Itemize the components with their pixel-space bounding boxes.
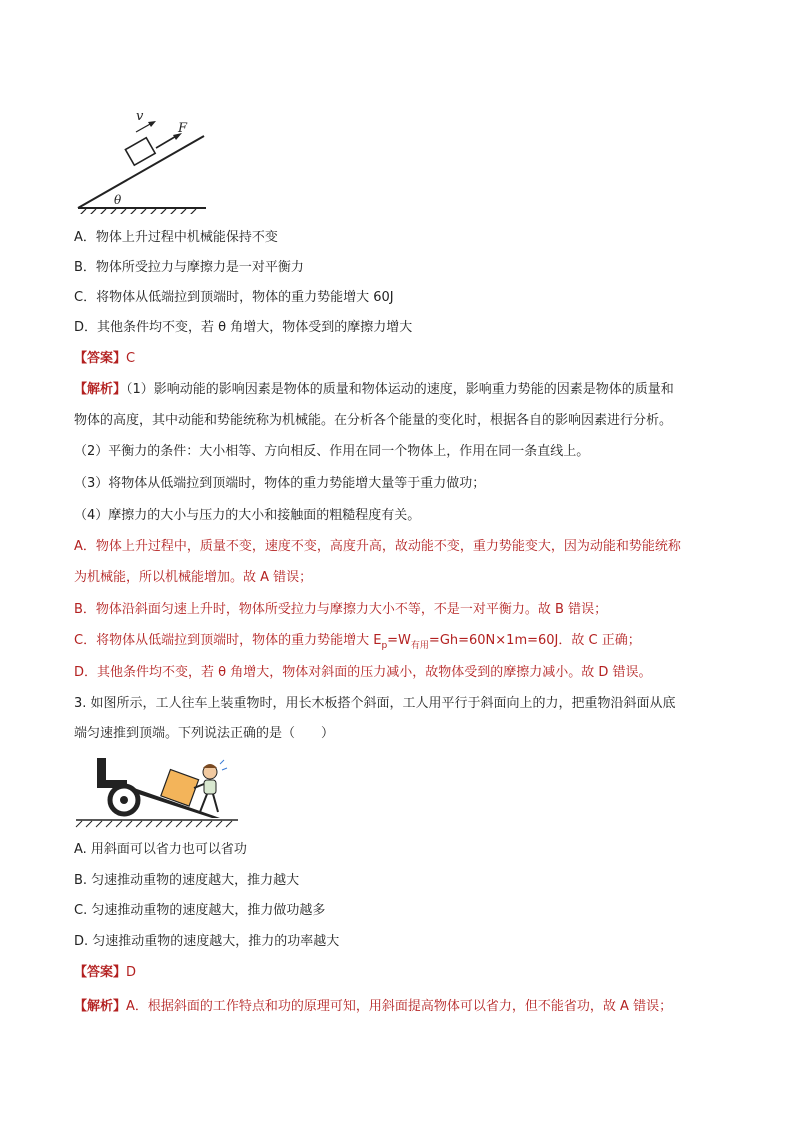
analysis-text: A．根据斜面的工作特点和功的原理可知，用斜面提高物体可以省力，但不能省功，故 A 错误；	[126, 999, 673, 1014]
theta-label: θ	[114, 193, 122, 207]
cart-ramp-figure	[72, 752, 242, 832]
q3-option-d: D. 匀速推动重物的速度越大，推力的功率越大	[74, 934, 340, 949]
analysis-text: （1）影响动能的影响因素是物体的质量和物体运动的速度，影响重力势能的因素是物体的质量和	[126, 382, 674, 397]
answer-value: C	[126, 351, 136, 366]
q3-analysis-1	[74, 997, 672, 1017]
explain-c-post: =Gh=60N×1m=60J．故 C 正确；	[428, 633, 641, 648]
q2-point-2: （2）平衡力的条件：大小相等、方向相反、作用在同一个物体上，作用在同一条直线上。	[74, 444, 590, 459]
analysis-tag: 【解析】	[74, 382, 127, 397]
q3-option-c: C. 匀速推动重物的速度越大，推力做功越多	[74, 903, 326, 918]
q2-answer	[74, 349, 135, 369]
q2-option-a: A．物体上升过程中机械能保持不变	[74, 230, 278, 245]
explain-c-sub-useful: 有用	[410, 641, 429, 651]
q2-point-3: （3）将物体从低端拉到顶端时，物体的重力势能增大量等于重力做功；	[74, 476, 486, 491]
q3-stem-1: 3. 如图所示，工人往车上装重物时，用长木板搭个斜面，工人用平行于斜面向上的力，把重物沿斜面从底	[74, 696, 676, 711]
q2-option-b: B．物体所受拉力与摩擦力是一对平衡力	[74, 260, 304, 275]
q2-explain-c	[74, 631, 641, 652]
q3-answer	[74, 963, 136, 983]
explain-c-mid: =W	[387, 633, 411, 648]
q3-option-b: B. 匀速推动重物的速度越大，推力越大	[74, 873, 300, 888]
q2-option-c: C．将物体从低端拉到顶端时，物体的重力势能增大 60J	[74, 290, 394, 305]
q2-analysis-line1	[74, 380, 674, 400]
incline-figure	[72, 104, 212, 214]
answer-value: D	[126, 965, 137, 980]
v-label: v	[136, 109, 144, 124]
q2-explain-a-1: A．物体上升过程中，质量不变，速度不变，高度升高，故动能不变，重力势能变大，因为动能和势能统称	[74, 539, 681, 554]
q2-option-d: D．其他条件均不变，若 θ 角增大，物体受到的摩擦力增大	[74, 320, 413, 335]
block	[125, 138, 155, 166]
q2-explain-d: D．其他条件均不变，若 θ 角增大，物体对斜面的压力减小，故物体受到的摩擦力减小。故 D 错误。	[74, 665, 652, 680]
q2-analysis-line2: 物体的高度，其中动能和势能统称为机械能。在分析各个能量的变化时，根据各自的影响因素进行分析。	[74, 413, 673, 428]
answer-tag: 【答案】	[74, 965, 127, 980]
q3-stem-2: 端匀速推到顶端。下列说法正确的是（ ）	[74, 726, 335, 741]
q2-explain-b: B．物体沿斜面匀速上升时，物体所受拉力与摩擦力大小不等，不是一对平衡力。故 B 错误；	[74, 602, 608, 617]
q3-option-a: A. 用斜面可以省力也可以省功	[74, 842, 247, 857]
explain-c-sub-p: p	[381, 641, 388, 651]
q2-point-4: （4）摩擦力的大小与压力的大小和接触面的粗糙程度有关。	[74, 508, 421, 523]
analysis-tag: 【解析】	[74, 999, 127, 1014]
q2-explain-a-2: 为机械能，所以机械能增加。故 A 错误；	[74, 570, 313, 585]
f-label: F	[178, 121, 188, 136]
answer-tag: 【答案】	[74, 351, 127, 366]
explain-c-pre: C．将物体从低端拉到顶端时，物体的重力势能增大 E	[74, 633, 382, 648]
